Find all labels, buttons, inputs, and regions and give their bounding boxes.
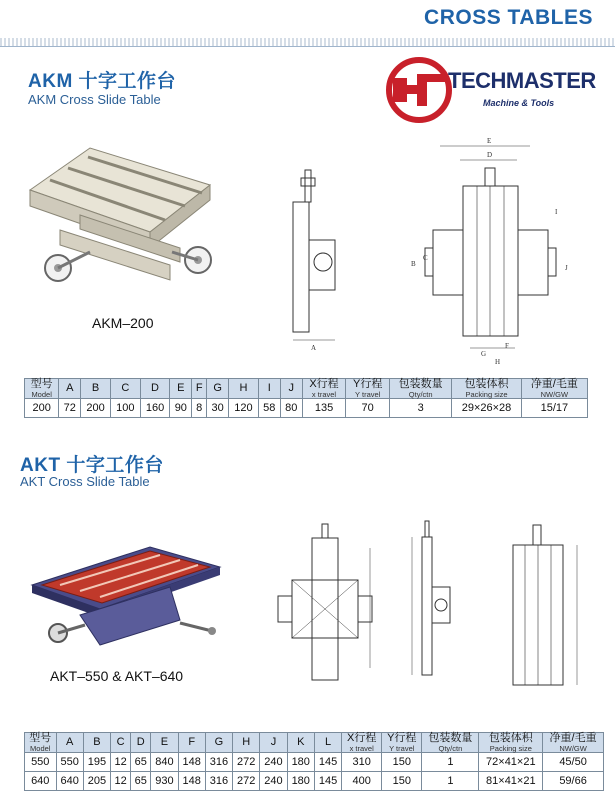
header-label: C (116, 735, 125, 748)
table-row (25, 772, 604, 791)
akm-header-cell (390, 379, 452, 399)
table-cell: 272 (233, 753, 260, 772)
akt-header-cell (111, 733, 131, 753)
akm-header-cell (452, 379, 521, 399)
header-label: D (136, 735, 145, 748)
header-sublabel: Qty/ctn (408, 389, 433, 399)
akm-header-cell (207, 379, 229, 399)
akm-section-title: AKM 十字工作台 (28, 71, 177, 92)
akm-header-cell (521, 379, 587, 399)
table-cell: 30 (207, 399, 229, 418)
akt-header-cell (382, 733, 422, 753)
header-divider (0, 38, 615, 46)
table-cell: 310 (342, 753, 382, 772)
akt-section-title: AKT 十字工作台 (20, 455, 164, 476)
table-cell: 148 (178, 753, 205, 772)
table-cell: 135 (302, 399, 346, 418)
akt-header-cell (151, 733, 178, 753)
table-cell: 200 (25, 399, 59, 418)
table-cell: 195 (83, 753, 110, 772)
table-cell: 145 (314, 772, 341, 791)
akm-header-cell (280, 379, 302, 399)
table-cell: 1 (422, 772, 479, 791)
dim-label-h: H (495, 358, 501, 366)
header-sublabel: Model (30, 743, 51, 753)
header-sublabel: Model (31, 389, 52, 399)
table-cell: 12 (111, 772, 131, 791)
akm-spec-table (24, 378, 588, 418)
header-label: H (242, 735, 251, 748)
dim-label-a: A (311, 344, 317, 352)
header-label: Y行程 (387, 732, 417, 744)
table-cell: 205 (83, 772, 110, 791)
header-label: Y行程 (353, 378, 383, 390)
table-row (25, 753, 604, 772)
table-cell: 145 (314, 753, 341, 772)
akt-header-cell (479, 733, 543, 753)
akt-header-cell (422, 733, 479, 753)
akt-product-photo (30, 545, 225, 660)
header-label: A (65, 735, 74, 748)
table-cell: 640 (56, 772, 83, 791)
dim-label-e: E (487, 138, 492, 145)
header-label: G (214, 735, 224, 748)
header-label: J (270, 735, 277, 748)
header-sublabel: Packing size (489, 743, 532, 753)
akm-header-cell (25, 379, 59, 399)
akm-model-label: AKM–200 (92, 315, 154, 331)
akt-header-cell (543, 733, 604, 753)
header-sublabel: Qty/ctn (438, 743, 463, 753)
table-cell: 316 (205, 753, 232, 772)
table-cell: 550 (25, 753, 57, 772)
table-cell: 120 (229, 399, 259, 418)
table-cell: 160 (140, 399, 170, 418)
header-label: G (213, 381, 222, 394)
table-cell: 316 (205, 772, 232, 791)
akm-top-view-drawing (405, 138, 575, 368)
akt-top-view-drawing (270, 518, 380, 698)
header-label: E (177, 381, 185, 394)
header-divider-line (0, 46, 615, 47)
table-cell: 100 (110, 399, 140, 418)
header-label: 净重/毛重 (530, 378, 578, 390)
akt-model-label: AKT–550 & AKT–640 (50, 668, 184, 684)
table-cell: 930 (151, 772, 178, 791)
table-cell: 640 (25, 772, 57, 791)
akt-header-cell (260, 733, 287, 753)
logo-tagline: Machine & Tools (483, 98, 555, 108)
akm-table-header-row (25, 379, 588, 399)
akt-header-cell (314, 733, 341, 753)
table-row (25, 399, 588, 418)
table-cell: 400 (342, 772, 382, 791)
akm-header-cell (192, 379, 207, 399)
dim-label-c: C (423, 254, 428, 262)
header-sublabel: x travel (311, 389, 337, 399)
akt-header-cell (178, 733, 205, 753)
header-label: 包装体积 (488, 732, 533, 744)
dim-label-g: G (481, 350, 487, 358)
akt-header-cell (342, 733, 382, 753)
table-cell: 272 (233, 772, 260, 791)
akt-section-subtitle: AKT Cross Slide Table (20, 474, 150, 489)
akm-header-cell (346, 379, 390, 399)
dim-label-i: I (555, 208, 558, 216)
table-cell: 12 (111, 753, 131, 772)
table-cell: 65 (131, 772, 151, 791)
header-label: 净重/毛重 (549, 732, 597, 744)
header-sublabel: Y travel (389, 743, 415, 753)
table-cell: 81×41×21 (479, 772, 543, 791)
table-cell: 58 (258, 399, 280, 418)
header-label: B (91, 381, 100, 394)
table-cell: 200 (81, 399, 111, 418)
table-cell: 90 (170, 399, 192, 418)
page-title: CROSS TABLES (424, 6, 593, 29)
header-sublabel: x travel (349, 743, 374, 753)
akm-header-cell (81, 379, 111, 399)
header-label: H (239, 381, 248, 394)
header-label: I (267, 381, 271, 394)
akt-header-cell (287, 733, 314, 753)
header-label: 包装数量 (428, 732, 473, 744)
akt-spec-table (24, 732, 604, 791)
table-cell: 180 (287, 772, 314, 791)
header-label: D (151, 381, 159, 394)
table-cell: 180 (287, 753, 314, 772)
akt-front-view-drawing (495, 515, 595, 695)
techmaster-logo (383, 56, 596, 126)
table-cell: 550 (56, 753, 83, 772)
header-label: L (324, 735, 332, 748)
header-label: E (160, 735, 169, 748)
akt-header-cell (131, 733, 151, 753)
header-label: K (297, 735, 305, 748)
header-sublabel: Packing size (465, 389, 508, 399)
table-cell: 1 (422, 753, 479, 772)
akm-side-view-drawing (285, 160, 345, 360)
dim-label-d: D (487, 151, 493, 159)
header-label: 包装数量 (398, 378, 443, 390)
table-cell: 72 (59, 399, 81, 418)
header-label: C (121, 381, 130, 394)
akt-header-cell (25, 733, 57, 753)
akt-header-cell (233, 733, 260, 753)
akm-header-cell (170, 379, 192, 399)
table-cell: 150 (382, 772, 422, 791)
header-label: F (188, 735, 196, 748)
akm-header-cell (59, 379, 81, 399)
akm-header-cell (302, 379, 346, 399)
akt-header-cell (205, 733, 232, 753)
dim-label-j: J (565, 264, 568, 272)
table-cell: 70 (346, 399, 390, 418)
akt-table-body (25, 753, 604, 791)
table-cell: 65 (131, 753, 151, 772)
akt-header-cell (56, 733, 83, 753)
table-cell: 8 (192, 399, 207, 418)
akm-header-cell (110, 379, 140, 399)
table-cell: 840 (151, 753, 178, 772)
header-sublabel: NW/GW (559, 743, 587, 753)
akm-header-cell (258, 379, 280, 399)
header-label: X行程 (309, 378, 339, 390)
table-cell: 80 (280, 399, 302, 418)
table-cell: 15/17 (521, 399, 587, 418)
dim-label-b: B (411, 260, 416, 268)
logo-name: TECHMASTER (448, 68, 596, 93)
akm-section-subtitle: AKM Cross Slide Table (28, 92, 161, 107)
akm-table-body (25, 399, 588, 418)
header-sublabel: Y travel (355, 389, 381, 399)
header-label: 型号 (30, 378, 53, 390)
table-cell: 29×26×28 (452, 399, 521, 418)
table-cell: 240 (260, 753, 287, 772)
table-cell: 45/50 (543, 753, 604, 772)
header-label: 型号 (29, 732, 52, 744)
akt-table-header-row (25, 733, 604, 753)
header-label: J (288, 381, 294, 394)
akt-side-view-drawing (400, 515, 460, 685)
akt-header-cell (83, 733, 110, 753)
header-label: F (195, 381, 203, 394)
dim-label-f: F (505, 342, 509, 350)
akm-header-cell (229, 379, 259, 399)
akm-product-photo (20, 140, 225, 310)
header-label: 包装体积 (464, 378, 509, 390)
table-cell: 72×41×21 (479, 753, 543, 772)
header-label: B (93, 735, 101, 748)
table-cell: 240 (260, 772, 287, 791)
table-cell: 150 (382, 753, 422, 772)
header-label: A (66, 381, 74, 394)
table-cell: 59/66 (543, 772, 604, 791)
table-cell: 3 (390, 399, 452, 418)
header-label: X行程 (347, 732, 377, 744)
table-cell: 148 (178, 772, 205, 791)
header-sublabel: NW/GW (540, 389, 569, 399)
akm-header-cell (140, 379, 170, 399)
